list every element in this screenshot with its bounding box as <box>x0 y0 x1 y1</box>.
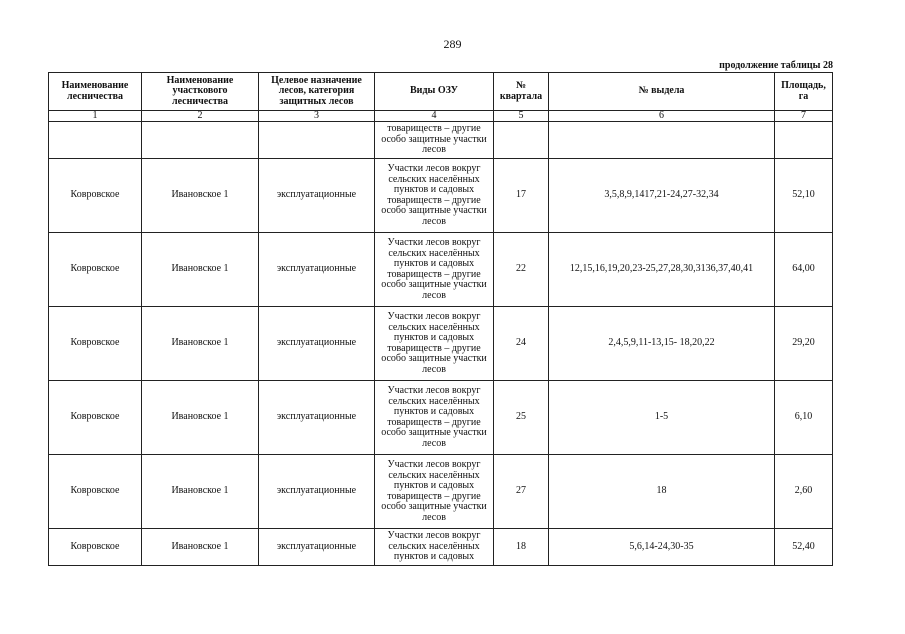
header-district: Наименование участкового лесничества <box>142 73 259 111</box>
table-row <box>49 307 833 381</box>
district-cell: Ивановское 1 <box>142 233 259 307</box>
page-number: 289 <box>443 37 462 51</box>
header-forestry: Наименование лесничества <box>49 73 142 111</box>
plots-cell: 3,5,8,9,1417,21-24,27-32,34 <box>549 159 775 233</box>
purpose-cell: эксплуатационные <box>259 529 375 566</box>
header-purpose: Целевое назначение лесов, категория защитных лесов <box>259 73 375 111</box>
table-row <box>49 159 833 233</box>
column-number: 7 <box>775 111 833 122</box>
area-cell: 52,10 <box>775 159 833 233</box>
quarter-cell: 24 <box>494 307 549 381</box>
ozu-cell: товариществ – другие особо защитные участки лесов <box>375 122 494 159</box>
forestry-cell: Ковровское <box>49 529 142 566</box>
table-row <box>49 122 833 159</box>
area-cell: 64,00 <box>775 233 833 307</box>
header-area: Площадь, га <box>775 73 833 111</box>
plots-cell: 12,15,16,19,20,23-25,27,28,30,3136,37,40,41 <box>549 233 775 307</box>
plots-cell: 2,4,5,9,11-13,15- 18,20,22 <box>549 307 775 381</box>
plots-cell: 18 <box>549 455 775 529</box>
forestry-cell: Ковровское <box>49 159 142 233</box>
purpose-cell: эксплуатационные <box>259 307 375 381</box>
ozu-cell: Участки лесов вокруг сельских населённых пунктов и садовых товариществ – другие особо защитные участки лесов <box>375 159 494 233</box>
area-cell: 6,10 <box>775 381 833 455</box>
plots-cell: 1-5 <box>549 381 775 455</box>
forestry-cell: Ковровское <box>49 233 142 307</box>
plots-cell: 5,6,14-24,30-35 <box>549 529 775 566</box>
quarter-cell: 27 <box>494 455 549 529</box>
forest-table <box>48 72 833 566</box>
header-plots: № выдела <box>549 73 775 111</box>
header-ozu: Виды ОЗУ <box>375 73 494 111</box>
table-row <box>49 233 833 307</box>
header-quarter: № квартала <box>494 73 549 111</box>
purpose-cell: эксплуатационные <box>259 455 375 529</box>
quarter-cell: 17 <box>494 159 549 233</box>
purpose-cell <box>259 122 375 159</box>
district-cell: Ивановское 1 <box>142 381 259 455</box>
quarter-cell <box>494 122 549 159</box>
column-number: 6 <box>549 111 775 122</box>
purpose-cell: эксплуатационные <box>259 381 375 455</box>
district-cell: Ивановское 1 <box>142 159 259 233</box>
ozu-cell: Участки лесов вокруг сельских населённых пунктов и садовых <box>375 529 494 566</box>
area-cell <box>775 122 833 159</box>
forestry-cell: Ковровское <box>49 455 142 529</box>
purpose-cell: эксплуатационные <box>259 233 375 307</box>
ozu-cell: Участки лесов вокруг сельских населённых пунктов и садовых товариществ – другие особо защитные участки лесов <box>375 233 494 307</box>
purpose-cell: эксплуатационные <box>259 159 375 233</box>
district-cell <box>142 122 259 159</box>
column-number: 5 <box>494 111 549 122</box>
column-number: 1 <box>49 111 142 122</box>
table-row <box>49 529 833 566</box>
ozu-cell: Участки лесов вокруг сельских населённых пунктов и садовых товариществ – другие особо защитные участки лесов <box>375 455 494 529</box>
quarter-cell: 22 <box>494 233 549 307</box>
forestry-cell: Ковровское <box>49 381 142 455</box>
column-number-row <box>49 111 833 122</box>
table-row <box>49 455 833 529</box>
ozu-cell: Участки лесов вокруг сельских населённых пунктов и садовых товариществ – другие особо защитные участки лесов <box>375 307 494 381</box>
district-cell: Ивановское 1 <box>142 529 259 566</box>
quarter-cell: 18 <box>494 529 549 566</box>
column-number: 4 <box>375 111 494 122</box>
area-cell: 29,20 <box>775 307 833 381</box>
table-row <box>49 381 833 455</box>
plots-cell <box>549 122 775 159</box>
area-cell: 52,40 <box>775 529 833 566</box>
area-cell: 2,60 <box>775 455 833 529</box>
forestry-cell: Ковровское <box>49 307 142 381</box>
quarter-cell: 25 <box>494 381 549 455</box>
table-caption: продолжение таблицы 28 <box>719 60 833 71</box>
district-cell: Ивановское 1 <box>142 307 259 381</box>
forestry-cell <box>49 122 142 159</box>
column-number: 2 <box>142 111 259 122</box>
district-cell: Ивановское 1 <box>142 455 259 529</box>
ozu-cell: Участки лесов вокруг сельских населённых пунктов и садовых товариществ – другие особо защитные участки лесов <box>375 381 494 455</box>
column-number: 3 <box>259 111 375 122</box>
header-row <box>49 73 833 111</box>
